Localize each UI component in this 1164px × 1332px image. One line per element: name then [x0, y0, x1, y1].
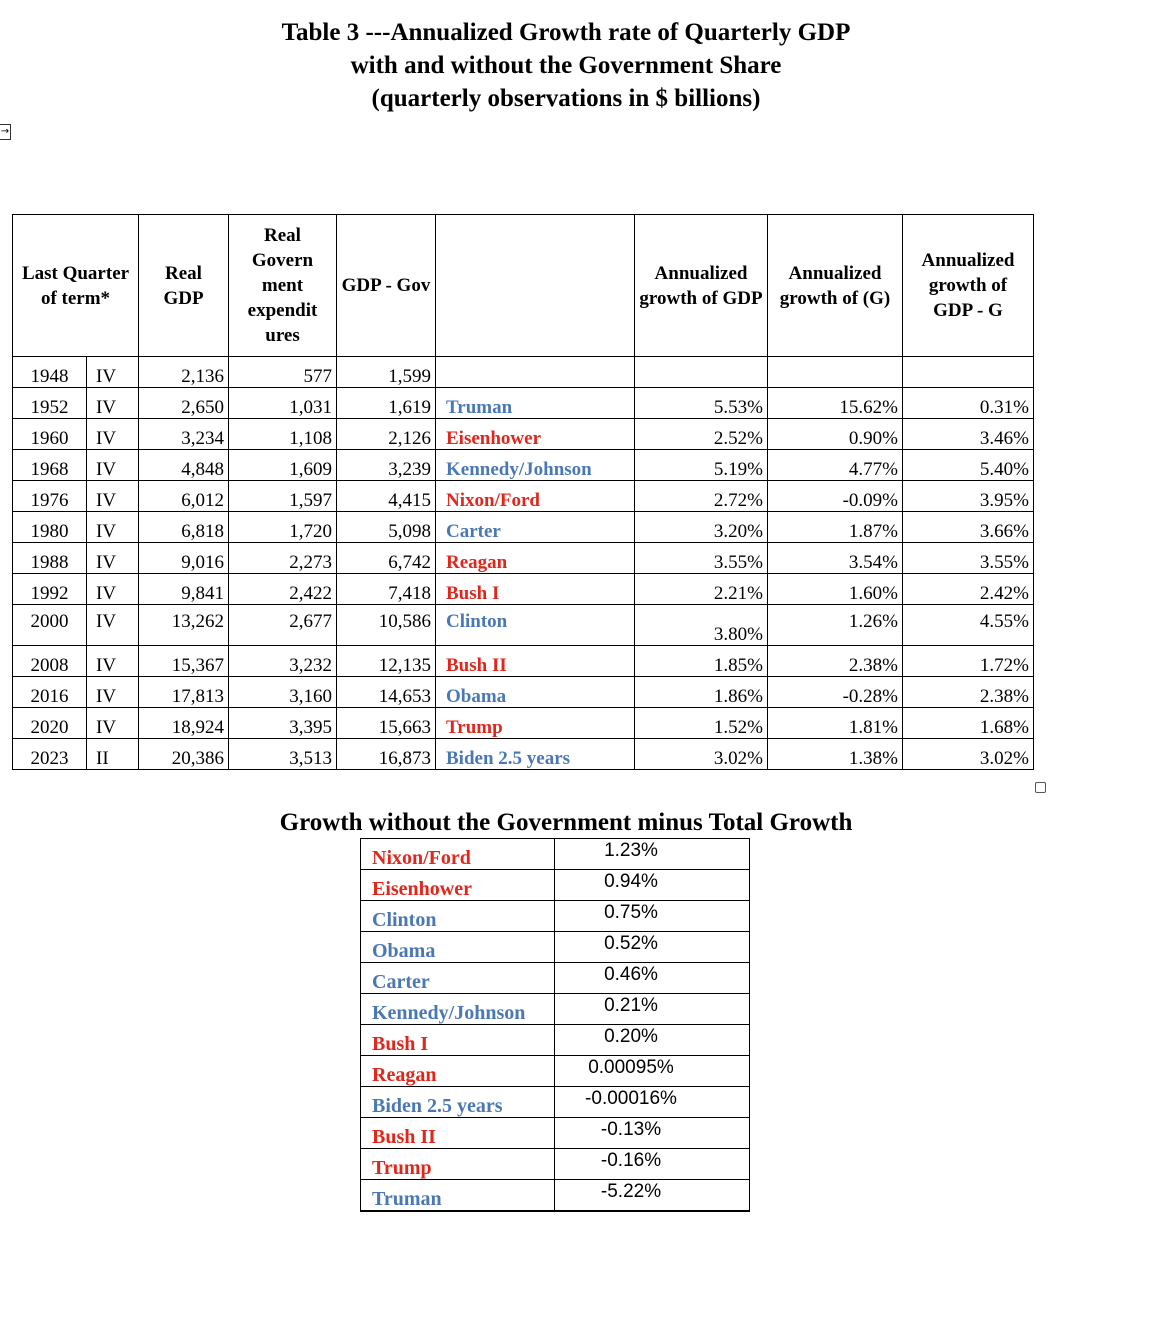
row-real-gov: 1,609 [229, 450, 337, 481]
table-row [13, 605, 1034, 646]
ranking-value: 0.75% [555, 901, 750, 932]
row-year: 1992 [13, 574, 87, 605]
row-growth-gdp: 2.72% [635, 481, 768, 512]
row-growth-g: 15.62% [768, 388, 903, 419]
gdp-growth-table [12, 214, 1034, 770]
row-growth-gdp: 1.86% [635, 677, 768, 708]
row-growth-g: 1.38% [768, 739, 903, 770]
ranking-row [361, 1180, 750, 1212]
row-real-gdp: 6,012 [139, 481, 229, 512]
row-year: 1988 [13, 543, 87, 574]
row-growth-gdp [635, 357, 768, 388]
ranking-value: 0.94% [555, 870, 750, 901]
row-growth-gdp: 1.85% [635, 646, 768, 677]
row-real-gov: 2,677 [229, 605, 337, 646]
row-real-gov: 577 [229, 357, 337, 388]
table-row [13, 419, 1034, 450]
table-anchor-icon [1035, 782, 1046, 793]
row-year: 2023 [13, 739, 87, 770]
table-row [13, 677, 1034, 708]
row-quarter: IV [87, 419, 139, 450]
row-gdp-gov: 1,619 [337, 388, 436, 419]
row-president: Trump [436, 708, 635, 739]
ranking-value: -0.16% [555, 1149, 750, 1180]
row-real-gov: 3,232 [229, 646, 337, 677]
row-quarter: IV [87, 543, 139, 574]
ranking-value: 0.20% [555, 1025, 750, 1056]
row-gdp-gov: 14,653 [337, 677, 436, 708]
row-gdp-gov: 1,599 [337, 357, 436, 388]
table-row [13, 574, 1034, 605]
row-real-gdp: 13,262 [139, 605, 229, 646]
row-growth-gdp-g: 2.42% [903, 574, 1034, 605]
row-president: Truman [436, 388, 635, 419]
row-year: 2008 [13, 646, 87, 677]
ranking-president: Eisenhower [361, 870, 555, 901]
row-quarter: IV [87, 388, 139, 419]
table-row [13, 512, 1034, 543]
row-growth-gdp: 2.21% [635, 574, 768, 605]
row-growth-gdp-g: 3.95% [903, 481, 1034, 512]
row-growth-gdp-g: 3.46% [903, 419, 1034, 450]
table-row [13, 357, 1034, 388]
row-growth-g: 1.87% [768, 512, 903, 543]
ranking-president: Trump [361, 1149, 555, 1180]
row-growth-gdp-g: 3.02% [903, 739, 1034, 770]
row-growth-gdp-g: 5.40% [903, 450, 1034, 481]
row-growth-gdp-g: 1.72% [903, 646, 1034, 677]
ranking-value: 0.00095% [555, 1056, 750, 1087]
ranking-row [361, 1118, 750, 1149]
row-real-gov: 3,160 [229, 677, 337, 708]
ranking-row [361, 1025, 750, 1056]
row-quarter: IV [87, 512, 139, 543]
row-year: 1960 [13, 419, 87, 450]
page-title [0, 16, 1132, 115]
row-quarter: IV [87, 450, 139, 481]
row-real-gdp: 3,234 [139, 419, 229, 450]
row-growth-g: -0.28% [768, 677, 903, 708]
row-year: 2020 [13, 708, 87, 739]
ranking-row [361, 1087, 750, 1118]
ranking-value: 0.21% [555, 994, 750, 1025]
row-real-gov: 1,108 [229, 419, 337, 450]
row-real-gdp: 9,016 [139, 543, 229, 574]
ranking-value: 1.23% [555, 839, 750, 870]
row-growth-g [768, 357, 903, 388]
row-growth-g: 1.26% [768, 605, 903, 646]
row-growth-gdp-g [903, 357, 1034, 388]
row-quarter: IV [87, 605, 139, 646]
row-real-gov: 1,597 [229, 481, 337, 512]
row-president: Kennedy/Johnson [436, 450, 635, 481]
row-president: Carter [436, 512, 635, 543]
row-president: Bush II [436, 646, 635, 677]
row-growth-gdp-g: 4.55% [903, 605, 1034, 646]
ranking-row [361, 1149, 750, 1180]
row-growth-g: 1.81% [768, 708, 903, 739]
row-real-gdp: 2,136 [139, 357, 229, 388]
ranking-title: Growth without the Government minus Total Growth [279, 809, 853, 836]
row-quarter: IV [87, 708, 139, 739]
row-year: 1952 [13, 388, 87, 419]
title-line-3: (quarterly observations in $ billions) [371, 85, 761, 112]
row-real-gdp: 6,818 [139, 512, 229, 543]
ranking-row [361, 901, 750, 932]
table-row [13, 739, 1034, 770]
row-growth-gdp: 5.53% [635, 388, 768, 419]
row-gdp-gov: 15,663 [337, 708, 436, 739]
row-quarter: IV [87, 574, 139, 605]
row-quarter: IV [87, 481, 139, 512]
ranking-president: Reagan [361, 1056, 555, 1087]
row-growth-gdp-g: 3.55% [903, 543, 1034, 574]
ranking-president: Carter [361, 963, 555, 994]
table-row [13, 646, 1034, 677]
row-real-gov: 1,720 [229, 512, 337, 543]
ranking-value: -0.13% [555, 1118, 750, 1149]
row-growth-g: 3.54% [768, 543, 903, 574]
ranking-table [360, 838, 750, 1212]
table-row [13, 543, 1034, 574]
row-quarter: IV [87, 677, 139, 708]
row-quarter: IV [87, 357, 139, 388]
row-gdp-gov: 7,418 [337, 574, 436, 605]
table-row [13, 450, 1034, 481]
row-growth-gdp: 3.80% [635, 605, 768, 646]
row-president: Obama [436, 677, 635, 708]
row-president: Bush I [436, 574, 635, 605]
row-gdp-gov: 2,126 [337, 419, 436, 450]
row-gdp-gov: 10,586 [337, 605, 436, 646]
header-quarter: Last Quarter of term* [13, 215, 139, 357]
row-year: 1948 [13, 357, 87, 388]
row-growth-gdp-g: 0.31% [903, 388, 1034, 419]
ranking-row [361, 994, 750, 1025]
row-real-gdp: 9,841 [139, 574, 229, 605]
table-row [13, 708, 1034, 739]
row-year: 1976 [13, 481, 87, 512]
row-year: 1968 [13, 450, 87, 481]
row-gdp-gov: 12,135 [337, 646, 436, 677]
ranking-president: Clinton [361, 901, 555, 932]
row-president: Nixon/Ford [436, 481, 635, 512]
ranking-value: -0.00016% [555, 1087, 750, 1118]
header-growth-gdp: Annualized growth of GDP [635, 215, 768, 357]
row-growth-g: 1.60% [768, 574, 903, 605]
row-president: Biden 2.5 years [436, 739, 635, 770]
row-gdp-gov: 5,098 [337, 512, 436, 543]
row-real-gov: 2,273 [229, 543, 337, 574]
ranking-president: Bush I [361, 1025, 555, 1056]
row-quarter: IV [87, 646, 139, 677]
header-growth-g: Annualized growth of (G) [768, 215, 903, 357]
row-real-gdp: 20,386 [139, 739, 229, 770]
header-row [13, 215, 1034, 357]
header-president [436, 215, 635, 357]
title-line-1: Table 3 ---Annualized Growth rate of Quarterly GDP [281, 19, 851, 46]
ranking-president: Bush II [361, 1118, 555, 1149]
row-growth-g: 4.77% [768, 450, 903, 481]
ranking-value: -5.22% [555, 1180, 750, 1212]
row-president: Eisenhower [436, 419, 635, 450]
ranking-row [361, 932, 750, 963]
indent-arrow-icon: → [0, 124, 11, 140]
row-growth-gdp-g: 1.68% [903, 708, 1034, 739]
row-growth-g: -0.09% [768, 481, 903, 512]
row-real-gov: 3,395 [229, 708, 337, 739]
ranking-president: Nixon/Ford [361, 839, 555, 870]
row-growth-gdp-g: 2.38% [903, 677, 1034, 708]
header-real-gdp: Real GDP [139, 215, 229, 357]
row-year: 1980 [13, 512, 87, 543]
row-growth-gdp: 3.20% [635, 512, 768, 543]
row-quarter: II [87, 739, 139, 770]
ranking-value: 0.52% [555, 932, 750, 963]
ranking-president: Obama [361, 932, 555, 963]
row-growth-gdp-g: 3.66% [903, 512, 1034, 543]
title-line-2: with and without the Government Share [350, 52, 782, 79]
row-growth-gdp: 3.55% [635, 543, 768, 574]
row-growth-gdp: 5.19% [635, 450, 768, 481]
row-real-gov: 1,031 [229, 388, 337, 419]
ranking-row [361, 963, 750, 994]
row-growth-gdp: 2.52% [635, 419, 768, 450]
ranking-row [361, 839, 750, 870]
row-president: Clinton [436, 605, 635, 646]
row-real-gov: 3,513 [229, 739, 337, 770]
ranking-row [361, 870, 750, 901]
row-president: Reagan [436, 543, 635, 574]
row-growth-g: 0.90% [768, 419, 903, 450]
row-growth-gdp: 3.02% [635, 739, 768, 770]
row-real-gdp: 18,924 [139, 708, 229, 739]
row-growth-g: 2.38% [768, 646, 903, 677]
row-real-gdp: 2,650 [139, 388, 229, 419]
row-growth-gdp: 1.52% [635, 708, 768, 739]
row-president [436, 357, 635, 388]
header-real-gov: Real Govern ment expendit ures [229, 215, 337, 357]
row-real-gdp: 15,367 [139, 646, 229, 677]
row-gdp-gov: 6,742 [337, 543, 436, 574]
row-real-gdp: 17,813 [139, 677, 229, 708]
row-gdp-gov: 4,415 [337, 481, 436, 512]
table-row [13, 388, 1034, 419]
row-gdp-gov: 16,873 [337, 739, 436, 770]
table-row [13, 481, 1034, 512]
ranking-president: Truman [361, 1180, 555, 1212]
ranking-president: Biden 2.5 years [361, 1087, 555, 1118]
row-gdp-gov: 3,239 [337, 450, 436, 481]
header-gdp-gov: GDP - Gov [337, 215, 436, 357]
row-year: 2000 [13, 605, 87, 646]
row-real-gdp: 4,848 [139, 450, 229, 481]
row-year: 2016 [13, 677, 87, 708]
ranking-value: 0.46% [555, 963, 750, 994]
header-growth-gdp-g: Annualized growth of GDP - G [903, 215, 1034, 357]
row-real-gov: 2,422 [229, 574, 337, 605]
ranking-row [361, 1056, 750, 1087]
ranking-president: Kennedy/Johnson [361, 994, 555, 1025]
